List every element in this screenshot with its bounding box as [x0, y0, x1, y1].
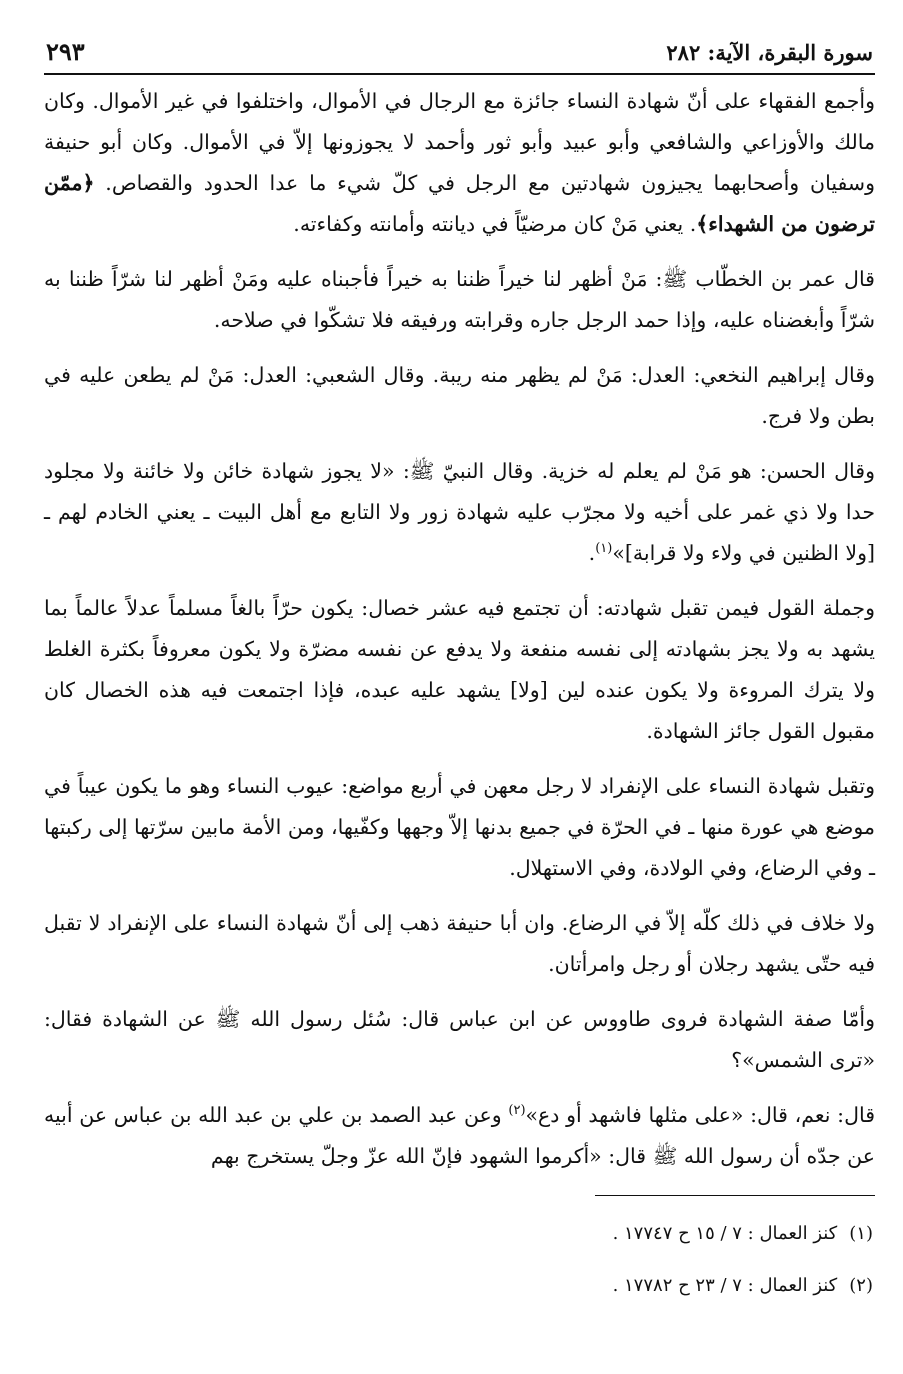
footnote-2-text: كنز العمال : ٧ / ٢٣ ح ١٧٧٨٢ .	[612, 1275, 838, 1296]
paragraph-9-text-end: وعن عبد الصمد بن علي بن عبد الله بن عباس عن أبيه عن جدّه أن رسول الله ﷺ قال: «أكرموا الشهود فإنّ الله عزّ وجلّ يستخرج بهم	[44, 1103, 875, 1168]
paragraph-6: وتقبل شهادة النساء على الإنفراد لا رجل معهن في أربع مواضع: عيوب النساء وهو ما يكون عيباً في موضع هي عورة منها ـ في الحرّة في جميع بدنها إلاّ وجهها وكفّيها، ومن الأمة مابين سرّتها إلى ركبتها ـ وفي الرضاع، وفي الولادة، وفي الاستهلال.	[44, 774, 875, 880]
paragraph-1-text-end: . يعني مَنْ كان مرضيّاً في ديانته وأمانته وكفاءته.	[293, 212, 697, 236]
footnote-2	[44, 1260, 875, 1312]
footnote-ref-1[interactable]: (١)	[595, 541, 613, 557]
paragraph-5: وجملة القول فيمن تقبل شهادته: أن تجتمع فيه عشر خصال: يكون حرّاً بالغاً مسلماً عدلاً عالماً بما يشهد به ولا يجز بشهادته إلى نفسه منفعة ولا يدفع عن نفسه مضرّة ولا يكون معروفاً بكثرة الغلط ولا يترك المروءة ولا يكون عنده لين [ولا] يشهد عليه عبده، فإذا اجتمعت فيه هذه الخصال كان مقبول القول جائز الشهادة.	[44, 596, 875, 743]
paragraph-1	[44, 81, 875, 245]
page-number: ٢٩٣	[46, 37, 85, 66]
header-rule	[44, 73, 875, 75]
paragraph-8: وأمّا صفة الشهادة فروى طاووس عن ابن عباس قال: سُئل رسول الله ﷺ عن الشهادة فقال: «ترى الشمس»؟	[44, 1007, 875, 1072]
footnote-1	[44, 1208, 875, 1260]
paragraph-2: قال عمر بن الخطّاب ﷺ: مَنْ أظهر لنا خيراً ظننا به خيراً فأجبناه عليه ومَنْ أظهر لنا شرّاً ظننا به شرّاً وأبغضناه عليه، وإذا حمد الرجل جاره وقرابته ورفيقه فلا تشكّوا في صلاحه.	[44, 267, 875, 332]
paragraph-1-text: وأجمع الفقهاء على أنّ شهادة النساء جائزة مع الرجال في الأموال، واختلفوا في غير الأموال. وكان مالك والأوزاعي والشافعي وأبو عبيد وأبو ثور وأحمد لا يجوزونها إلاّ في الأموال. وكان أبو حنيفة وسفيان وأصحابهما يجيزون شهادتين مع الرجل في كلّ شيء ما عدا الحدود والقصاص.	[44, 89, 875, 195]
running-header	[44, 38, 875, 73]
paragraph-4-tail: .	[588, 541, 596, 565]
paragraph-4-text: وقال الحسن: هو مَنْ لم يعلم له خزية. وقال النبيّ ﷺ: «لا يجوز شهادة خائن ولا خائنة ولا مجلود حدا ولا ذي غمر على أخيه ولا مجرّب عليه شهادة زور ولا التابع مع أهل البيت ـ يعني الخادم لهم ـ [ولا الظنين في ولاء ولا قرابة]»	[44, 459, 875, 565]
surah-verse-title: سورة البقرة، الآية: ٢٨٢	[666, 40, 873, 65]
book-page	[44, 38, 875, 1312]
footnote-2-number: (٢)	[849, 1275, 873, 1296]
paragraph-9-text: قال: نعم، قال: «على مثلها فاشهد أو دع»	[525, 1103, 876, 1127]
paragraph-9	[44, 1095, 875, 1177]
paragraph-3: وقال إبراهيم النخعي: العدل: مَنْ لم يظهر منه ريبة. وقال الشعبي: العدل: مَنْ لم يطعن عليه في بطن ولا فرج.	[44, 363, 875, 428]
paragraph-7: ولا خلاف في ذلك كلّه إلاّ في الرضاع. وان أبا حنيفة ذهب إلى أنّ شهادة النساء على الإنفراد لا تقبل فيه حتّى يشهد رجلان أو رجل وامرأتان.	[44, 911, 875, 976]
paragraph-4	[44, 451, 875, 574]
footnote-1-text: كنز العمال : ٧ / ١٥ ح ١٧٧٤٧ .	[612, 1223, 838, 1244]
footnote-1-number: (١)	[849, 1223, 873, 1244]
footnote-ref-2[interactable]: (٢)	[508, 1103, 526, 1119]
footnote-separator	[595, 1195, 875, 1196]
quran-quote: ﴿ممّن ترضون من الشهداء﴾	[44, 171, 875, 236]
